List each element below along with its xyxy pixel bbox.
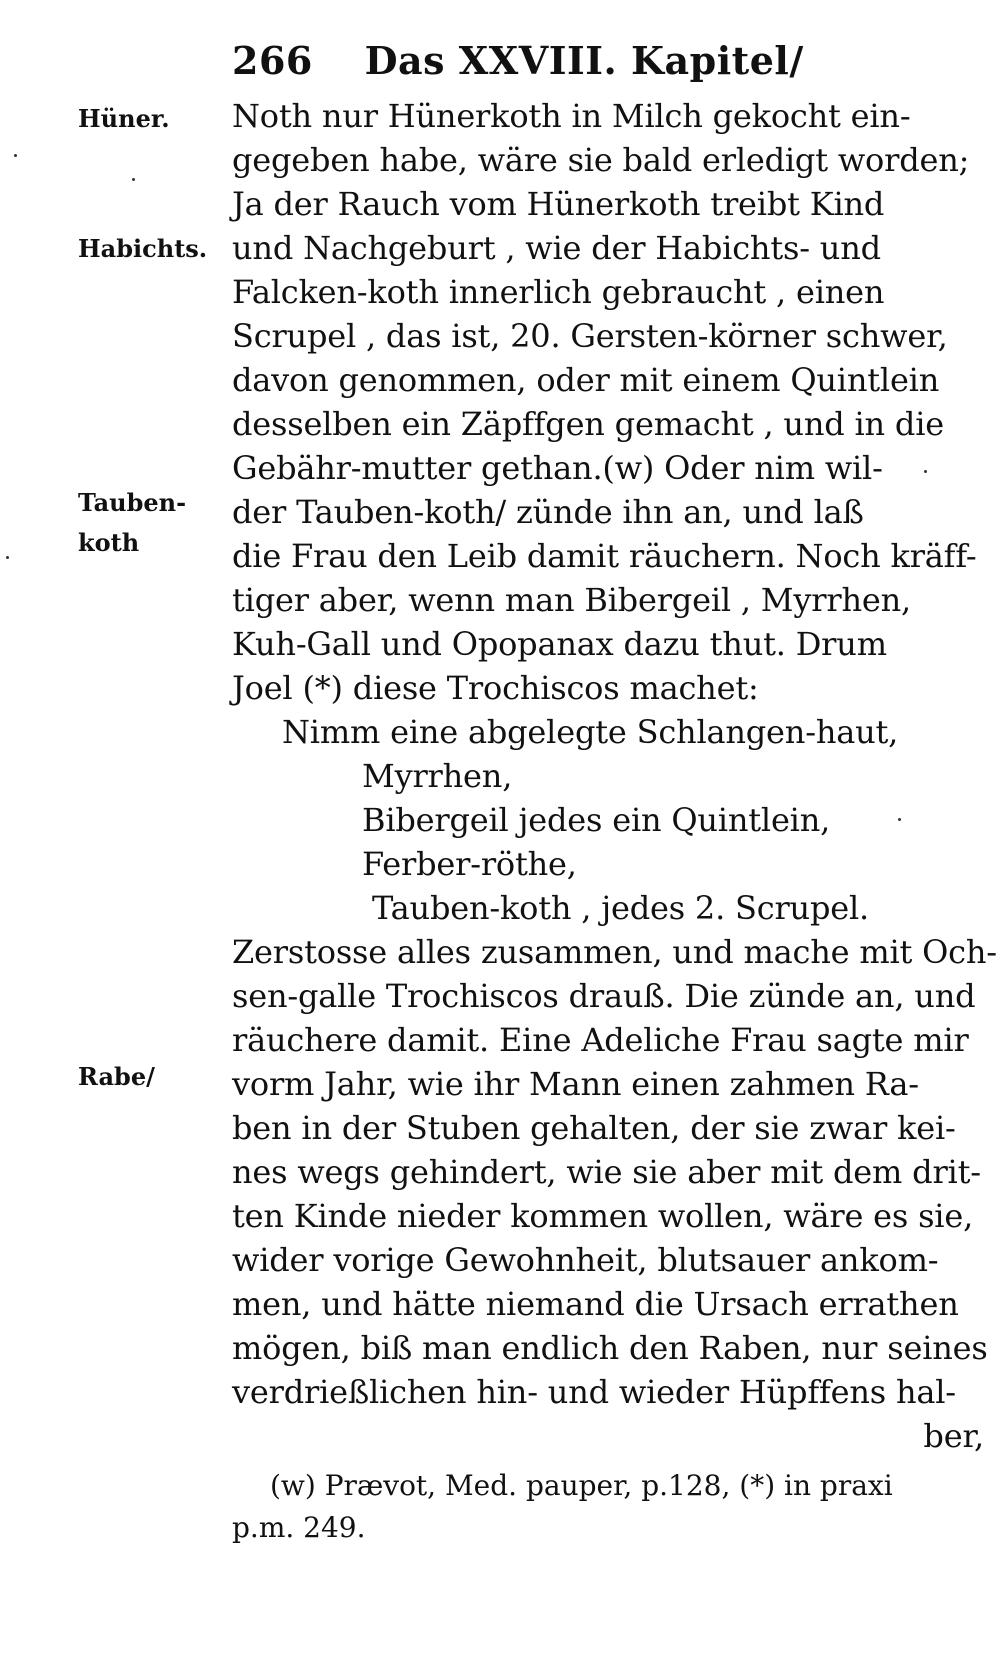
- margin-note-tauben: Tauben-: [78, 488, 187, 517]
- text-line: Scrupel , das ist, 20. Gersten-körner schwer,: [232, 317, 948, 355]
- text-line: nes wegs gehindert, wie sie aber mit dem drit-: [232, 1153, 981, 1191]
- text-line: men, und hätte niemand die Ursach errathen: [232, 1285, 959, 1323]
- text-line: gegeben habe, wäre sie bald erledigt worden;: [232, 141, 970, 179]
- scan-speck: [924, 470, 927, 473]
- text-line: ten Kinde nieder kommen wollen, wäre es sie,: [232, 1197, 974, 1235]
- text-line: die Frau den Leib damit räuchern. Noch kräff-: [232, 537, 977, 575]
- page-header: [232, 38, 972, 83]
- scan-speck: [132, 178, 135, 181]
- scan-speck: [898, 818, 901, 821]
- scan-speck: [6, 556, 9, 559]
- margin-note-koth: koth: [78, 528, 140, 557]
- footnote-line: p.m. 249.: [232, 1511, 366, 1544]
- text-line: wider vorige Gewohnheit, blutsauer ankom-: [232, 1241, 939, 1279]
- text-line: vorm Jahr, wie ihr Mann einen zahmen Ra-: [232, 1065, 919, 1103]
- text-line: Ja der Rauch vom Hünerkoth treibt Kind: [232, 185, 885, 223]
- margin-note-habichts: Habichts.: [78, 234, 208, 263]
- text-line: ben in der Stuben gehalten, der sie zwar kei-: [232, 1109, 956, 1147]
- text-line: davon genommen, oder mit einem Quintlein: [232, 361, 940, 399]
- text-line: verdrießlichen hin- und wieder Hüpffens hal-: [232, 1373, 956, 1411]
- text-line: räuchere damit. Eine Adeliche Frau sagte mir: [232, 1021, 969, 1059]
- text-line: Kuh-Gall und Opopanax dazu thut. Drum: [232, 625, 887, 663]
- recipe-line: Ferber-röthe,: [362, 845, 577, 883]
- text-line: Noth nur Hünerkoth in Milch gekocht ein-: [232, 97, 911, 135]
- page-number: 266: [232, 38, 313, 83]
- recipe-line: Myrrhen,: [362, 757, 513, 795]
- text-line: der Tauben-koth/ zünde ihn an, und laß: [232, 493, 864, 531]
- recipe-line: Tauben-koth , jedes 2. Scrupel.: [372, 889, 869, 927]
- text-line: Gebähr-mutter gethan.(w) Oder nim wil-: [232, 449, 883, 487]
- recipe-line: Nimm eine abgelegte Schlangen-haut,: [282, 713, 899, 751]
- text-line: tiger aber, wenn man Bibergeil , Myrrhen,: [232, 581, 911, 619]
- text-line: mögen, biß man endlich den Raben, nur seines: [232, 1329, 988, 1367]
- chapter-title: Das XXVIII. Kapitel/: [364, 38, 804, 83]
- margin-note-huener: Hüner.: [78, 104, 170, 133]
- text-line: Joel (*) diese Trochiscos machet:: [232, 669, 759, 707]
- text-line: Zerstosse alles zusammen, und mache mit Och-: [232, 933, 997, 971]
- footnote-line: (w) Prævot, Med. pauper, p.128, (*) in praxi: [270, 1469, 893, 1502]
- recipe-line: Bibergeil jedes ein Quintlein,: [362, 801, 831, 839]
- text-line: desselben ein Zäpffgen gemacht , und in die: [232, 405, 944, 443]
- text-line: Falcken-koth innerlich gebraucht , einen: [232, 273, 885, 311]
- margin-note-rabe: Rabe/: [78, 1062, 155, 1091]
- text-line: sen-galle Trochiscos drauß. Die zünde an, und: [232, 977, 976, 1015]
- text-line: und Nachgeburt , wie der Habichts- und: [232, 229, 881, 267]
- scan-speck: [14, 154, 17, 157]
- catchword: ber,: [923, 1417, 984, 1455]
